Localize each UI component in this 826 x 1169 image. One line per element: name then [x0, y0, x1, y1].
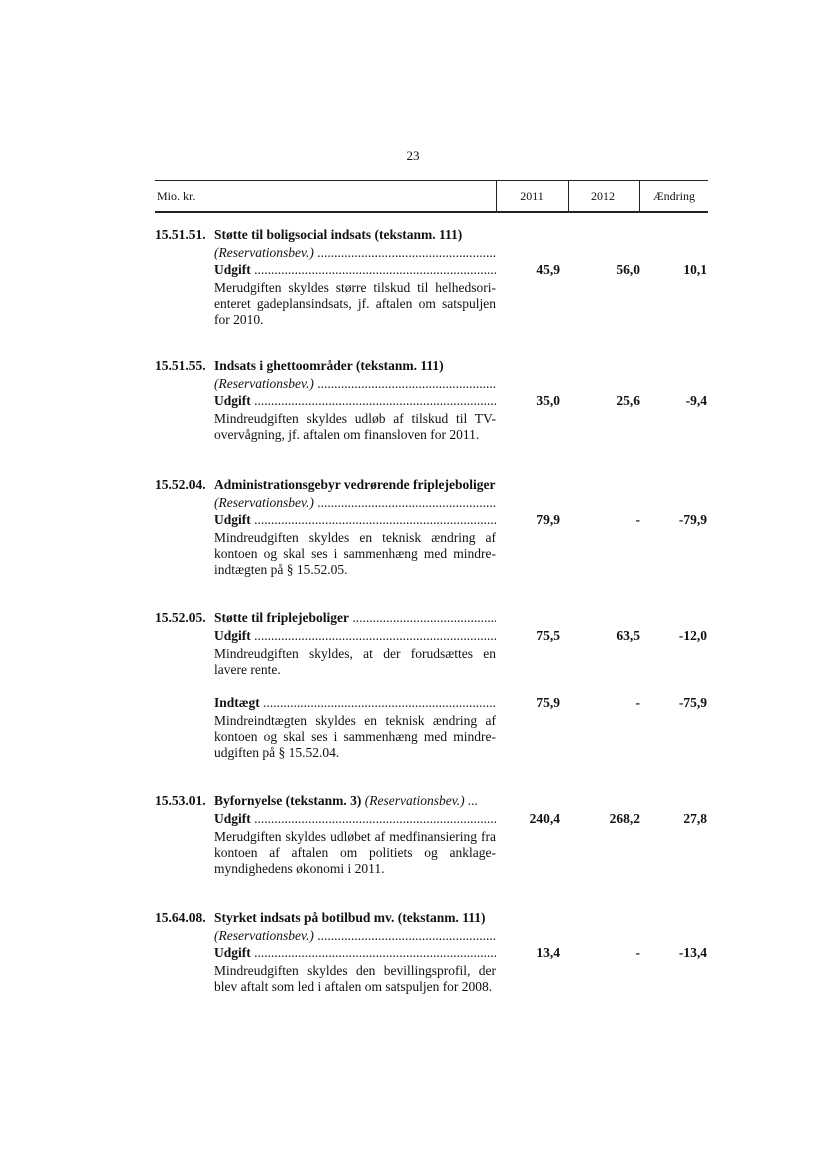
entry-title: Administrationsgebyr vedrørende friplejeboliger	[214, 477, 496, 492]
value-change: -79,9	[678, 512, 707, 527]
value-change: -75,9	[678, 695, 707, 710]
value-2011: 45,9	[536, 262, 560, 277]
value-change: -12,0	[678, 628, 707, 643]
value-change: -9,4	[685, 393, 707, 408]
entry-title: Indsats i ghettoområder (tekstanm. 111)	[214, 358, 444, 373]
line-description: Mindreudgiften skyldes en teknisk ændring af kontoen og skal ses i sammenhæng med mindre-indtægten på § 15.52.05.	[214, 530, 496, 577]
account-code: 15.51.51.	[155, 227, 206, 242]
value-change: 27,8	[683, 811, 707, 826]
line-label: Udgift .....	[214, 512, 496, 528]
line-label: Udgift .....	[214, 811, 496, 827]
column-2011-header: 2011	[520, 189, 544, 203]
line-description: Mindreudgiften skyldes den bevillingsprofil, der blev aftalt som led i aftalen om satspuljen for 2008.	[214, 963, 496, 994]
page-number: 23	[406, 148, 420, 163]
entry-title: Styrket indsats på botilbud mv. (tekstanm. 111)	[214, 910, 486, 925]
account-code: 15.52.04.	[155, 477, 206, 492]
account-code: 15.53.01.	[155, 793, 206, 808]
entry-subtitle: (Reservationsbev.) .....	[214, 376, 496, 392]
table-header	[155, 180, 708, 213]
value-2011: 240,4	[529, 811, 560, 826]
line-description: Mindreindtægten skyldes en teknisk ændring af kontoen og skal ses i sammenhæng med mindre-udgiften på § 15.52.04.	[214, 713, 496, 760]
column-change-header: Ændring	[653, 189, 695, 203]
entry-title-suffix: (Reservationsbev.) ...	[364, 793, 479, 808]
entry-subtitle: (Reservationsbev.) .....	[214, 495, 496, 511]
value-2012: -	[635, 945, 640, 960]
line-label: Indtægt .....	[214, 695, 496, 711]
value-2012: -	[635, 695, 640, 710]
entry-title: Støtte til boligsocial indsats (tekstanm. 111)	[214, 227, 463, 242]
entry-title: Støtte til friplejeboliger .....	[214, 610, 496, 626]
value-2011: 75,5	[536, 628, 560, 643]
account-code: 15.52.05.	[155, 610, 206, 625]
line-label: Udgift .....	[214, 945, 496, 961]
line-label: Udgift .....	[214, 628, 496, 644]
entry-title: Byfornyelse (tekstanm. 3) (Reservationsbev.) ...	[214, 793, 479, 808]
unit-label: Mio. kr.	[157, 189, 196, 203]
line-label: Udgift .....	[214, 393, 496, 409]
value-2011: 35,0	[536, 393, 560, 408]
account-code: 15.64.08.	[155, 910, 206, 925]
value-2012: 268,2	[609, 811, 640, 826]
entry-subtitle: (Reservationsbev.) .....	[214, 928, 496, 944]
value-2012: 25,6	[616, 393, 640, 408]
value-2011: 79,9	[536, 512, 560, 527]
line-description: Mindreudgiften skyldes, at der forudsættes en lavere rente.	[214, 646, 496, 677]
value-2011: 13,4	[536, 945, 560, 960]
value-change: -13,4	[678, 945, 707, 960]
account-code: 15.51.55.	[155, 358, 206, 373]
line-description: Merudgiften skyldes udløbet af medfinansiering fra kontoen af aftalen om politiets og anklage-myndighedens økonomi i 2011.	[214, 829, 496, 876]
value-2012: -	[635, 512, 640, 527]
line-description: Merudgiften skyldes større tilskud til helhedsori-enteret gadeplansindsats, jf. aftalen om satspuljen for 2010.	[214, 280, 496, 327]
value-2011: 75,9	[536, 695, 560, 710]
value-2012: 63,5	[616, 628, 640, 643]
value-change: 10,1	[683, 262, 707, 277]
column-2012-header: 2012	[591, 189, 615, 203]
line-label: Udgift .....	[214, 262, 496, 278]
entry-subtitle: (Reservationsbev.) .....	[214, 245, 496, 261]
value-2012: 56,0	[616, 262, 640, 277]
line-description: Mindreudgiften skyldes udløb af tilskud til TV-overvågning, jf. aftalen om finansloven for 2011.	[214, 411, 496, 442]
